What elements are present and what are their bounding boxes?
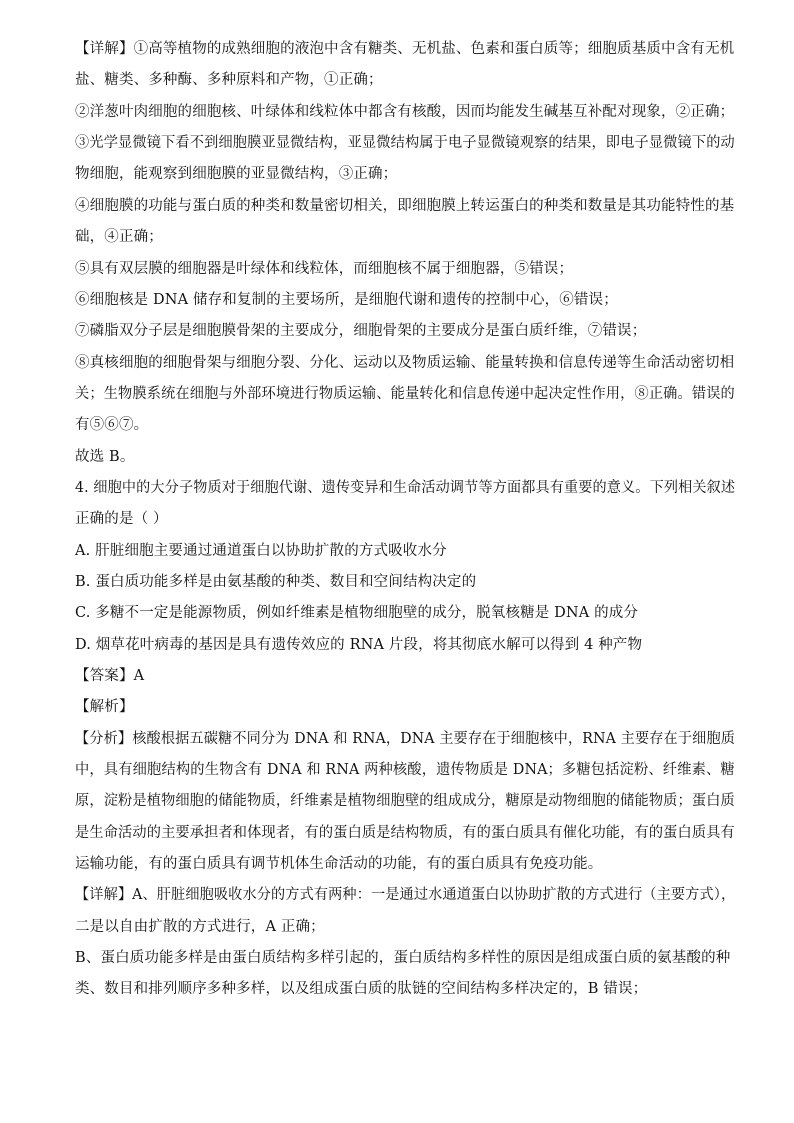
text-line: 盐、糖类、多种酶、多种原料和产物，①正确；	[75, 72, 383, 88]
text-line: 是生命活动的主要承担者和体现者，有的蛋白质是结构物质，有的蛋白质具有催化功能，有的蛋白质具有	[75, 825, 735, 841]
text-line: B、蛋白质功能多样是由蛋白质结构多样引起的，蛋白质结构多样性的原因是组成蛋白质的氨基酸的种	[75, 950, 731, 966]
text-line: 础，④正确；	[75, 229, 163, 245]
text-line: 运输功能，有的蛋白质具有调节机体生命活动的功能，有的蛋白质具有免疫功能。	[75, 856, 603, 872]
text-line: 【分析】核酸根据五碳糖不同分为 DNA 和 RNA，DNA 主要存在于细胞核中，RNA 主要存在于细胞质	[75, 731, 736, 747]
text-line: 类、数目和排列顺序多种多样，以及组成蛋白质的肽链的空间结构多样决定的，B 错误；	[75, 981, 648, 997]
text-line: ⑦磷脂双分子层是细胞膜骨架的主要成分，细胞骨架的主要成分是蛋白质纤维，⑦错误；	[75, 323, 647, 339]
text-line: 关；生物膜系统在细胞与外部环境进行物质运输、能量转化和信息传递中起决定性作用，⑧正确。错误的	[75, 386, 735, 402]
text-line: ⑤具有双层膜的细胞器是叶绿体和线粒体，而细胞核不属于细胞器，⑤错误；	[75, 261, 574, 277]
text-line: 【详解】A、肝脏细胞吸收水分的方式有两种：一是通过水通道蛋白以协助扩散的方式进行（主要方式），	[75, 887, 736, 903]
option-d: D. 烟草花叶病毒的基因是具有遗传效应的 RNA 片段，将其彻底水解可以得到 4 种产物	[75, 637, 643, 653]
text-line: 故选 B。	[75, 449, 135, 465]
option-b: B. 蛋白质功能多样是由氨基酸的种类、数目和空间结构决定的	[75, 574, 477, 590]
text-line: 原，淀粉是植物细胞的储能物质，纤维素是植物细胞壁的组成成分，糖原是动物细胞的储能物质；蛋白质	[75, 793, 735, 809]
text-line: ②洋葱叶肉细胞的细胞核、叶绿体和线粒体中都含有核酸，因而均能发生碱基互补配对现象，②正确；	[75, 104, 735, 120]
text-line: ⑥细胞核是 DNA 储存和复制的主要场所，是细胞代谢和遗传的控制中心，⑥错误；	[75, 292, 618, 308]
option-c: C. 多糖不一定是能源物质，例如纤维素是植物细胞壁的成分，脱氧核糖是 DNA 的成分	[75, 605, 639, 621]
analysis-label: 【解析】	[75, 699, 134, 715]
option-a: A. 肝脏细胞主要通过通道蛋白以协助扩散的方式吸收水分	[75, 543, 447, 559]
text-line: ⑧真核细胞的细胞骨架与细胞分裂、分化、运动以及物质运输、能量转换和信息传递等生命活动密切相	[75, 355, 735, 371]
text-line: ③光学显微镜下看不到细胞膜亚显微结构，亚显微结构属于电子显微镜观察的结果，即电子显微镜下的动	[75, 135, 735, 151]
question-stem: 正确的是（ ）	[75, 511, 168, 527]
text-line: 【详解】①高等植物的成熟细胞的液泡中含有糖类、无机盐、色素和蛋白质等；细胞质基质中含有无机	[75, 41, 735, 57]
text-line: 中，具有细胞结构的生物含有 DNA 和 RNA 两种核酸，遗传物质是 DNA；多糖包括淀粉、纤维素、糖	[75, 762, 735, 778]
text-line: 物细胞，能观察到细胞膜的亚显微结构，③正确；	[75, 166, 398, 182]
text-line: 有⑤⑥⑦。	[75, 417, 149, 433]
text-line: ④细胞膜的功能与蛋白质的种类和数量密切相关，即细胞膜上转运蛋白的种类和数量是其功能特性的基	[75, 198, 735, 214]
question-stem: 4. 细胞中的大分子物质对于细胞代谢、遗传变异和生命活动调节等方面都具有重要的意义。下列相关叙述	[75, 480, 736, 496]
answer-label: 【答案】A	[75, 668, 145, 684]
text-line: 二是以自由扩散的方式进行，A 正确；	[75, 919, 325, 935]
